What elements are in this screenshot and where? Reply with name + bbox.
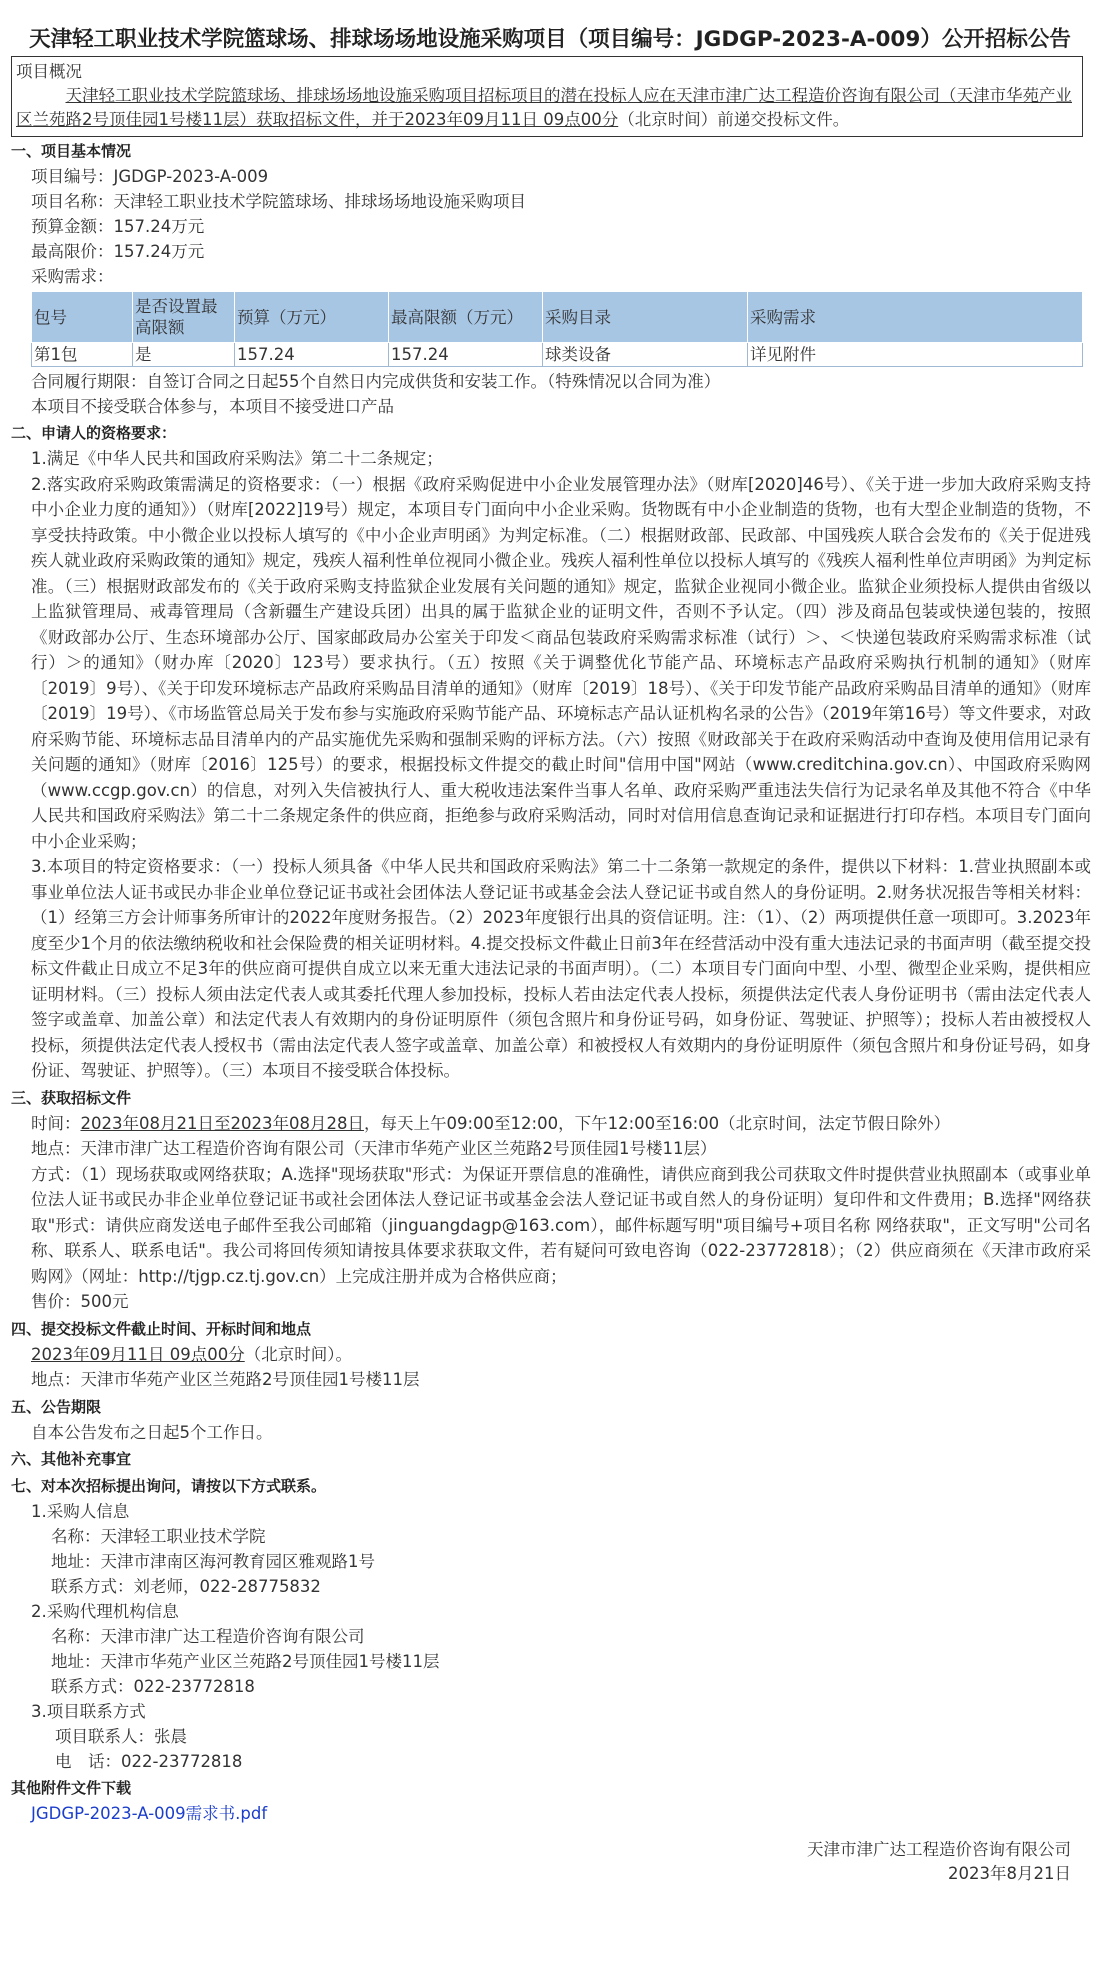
project-name: 项目名称：天津轻工职业技术学院篮球场、排球场场地设施采购项目 (31, 192, 526, 211)
notice-period: 自本公告发布之日起5个工作日。 (31, 1422, 273, 1442)
project-number: 项目编号：JGDGP-2023-A-009 (31, 167, 269, 186)
contract-period: 合同履行期限：自签订合同之日起55个自然日内完成供货和安装工作。（特殊情况以合同为准） (31, 372, 721, 391)
table-header-cell: 预算（万元） (235, 292, 389, 343)
table-cell: 第1包 (32, 343, 133, 367)
obtain-time-to: 至 (213, 1113, 231, 1133)
overview-text-b: （北京时间）前递交投标文件。 (618, 110, 850, 129)
section-6-heading: 六、其他补充事宜 (11, 1450, 132, 1468)
table-header-cell: 包号 (32, 292, 133, 343)
table-cell: 球类设备 (543, 343, 748, 367)
obtain-time-start: 2023年08月21日 (80, 1113, 214, 1133)
obtain-time-end: 2023年08月28日 (230, 1113, 364, 1133)
procurement-table (31, 291, 1083, 367)
table-header-row (32, 292, 1083, 343)
table-cell: 是 (133, 343, 235, 367)
obtain-time (11, 1111, 1091, 1137)
table-header-cell: 是否设置最高限额 (133, 292, 235, 343)
section-3-heading: 三、获取招标文件 (11, 1088, 132, 1107)
agent-info-title: 2.采购代理机构信息 (31, 1602, 179, 1621)
announcement-page (11, 0, 1091, 1886)
budget-amount: 预算金额：157.24万元 (31, 217, 205, 236)
signature-org: 天津市津广达工程造价咨询有限公司 (807, 1840, 1071, 1859)
consortium-note: 本项目不接受联合体参与，本项目不接受进口产品 (31, 397, 394, 416)
project-overview-box (11, 56, 1083, 137)
qualification-3: 3.本项目的特定资格要求：（一）投标人须具备《中华人民共和国政府采购法》第二十二条第一款规定的条件，提供以下材料：1.营业执照副本或事业单位法人证书或民办非企业单位登记证书或社会团体法人登记证书或基金会法人登记证书或自然人的身份证明。2.财务状况报告等相关材料：（1）经第三方会计师事务所审计的2022年度财务报告。（2）2023年度银行出具的资信证明。注：（1）、（2）两项提供任意一项即可。3.2023年度至少1个月的依法缴纳税收和社会保险费的相关证明材料。4.提交投标文件截止日前3年在经营活动中没有重大违法记录的书面声明（截至提交投标文件截止日成立不足3年的供应商可提供自成立以来无重大违法记录的书面声明）。（二）本项目专门面向中型、小型、微型企业采购，提供相应证明材料。（三）投标人须由法定代表人或其委托代理人参加投标，投标人若由法定代表人投标，须提供法定代表人身份证明书（需由法定代表人签字或盖章、加盖公章）和法定代表人有效期内的身份证明原件（须包含照片和身份证号码，如身份证、驾驶证、护照等）；投标人若由被授权人投标，须提供法定代表人授权书（需由法定代表人签字或盖章、加盖公章）和被授权人有效期内的身份证明原件（须包含照片和身份证号码，如身份证、驾驶证、护照等）。（三）本项目不接受联合体投标。 (31, 857, 1091, 1080)
section-5-heading: 五、公告期限 (11, 1397, 102, 1416)
signature-date: 2023年8月21日 (948, 1864, 1071, 1883)
bid-deadline-time: 2023年09月11日 09点00分 (31, 1344, 245, 1364)
attachments-heading: 其他附件文件下载 (11, 1779, 132, 1797)
table-header-cell: 采购需求 (748, 292, 1083, 343)
signature-block (11, 1838, 1091, 1886)
qualification-1: 1.满足《中华人民共和国政府采购法》第二十二条规定； (31, 449, 443, 468)
buyer-name: 名称：天津轻工职业技术学院 (51, 1527, 266, 1546)
buyer-contact: 联系方式：刘老师，022-28775832 (51, 1577, 321, 1596)
obtain-method: 方式：（1）现场获取或网络获取；A.选择"现场获取"形式：为保证开票信息的准确性，请供应商到我公司获取文件时提供营业执照副本（或事业单位法人证书或民办非企业单位登记证书或社会团体法人登记证书或基金会法人登记证书或自然人的身份证明）复印件和文件费用；B.选择"网络获取"形式：请供应商发送电子邮件至我公司邮箱（jinguangdagp@163.com），邮件标题写明"项目编号+项目名称 网络获取"，正文写明"公司名称、联系人、联系电话"。我公司将回传须知请按具体要求获取文件，若有疑问可致电咨询（022-23772818）；（2）供应商须在《天津市政府采购网》（网址：http://tjgp.cz.tj.gov.cn）上完成注册并成为合格供应商； (31, 1164, 1091, 1286)
overview-text (16, 84, 1078, 132)
section-1-heading: 一、项目基本情况 (11, 142, 132, 160)
table-cell: 157.24 (235, 343, 389, 367)
project-contact-phone: 电 话：022-23772818 (55, 1752, 243, 1771)
qualification-2: 2.落实政府采购政策需满足的资格要求：（一）根据《政府采购促进中小企业发展管理办法》（财库[2020]46号）、《关于进一步加大政府采购支持中小企业力度的通知》）（财库[2022]19号）规定，本项目专门面向中小企业采购。货物既有中小企业制造的货物，也有大型企业制造的货物，不享受扶持政策。中小微企业以投标人填写的《中小企业声明函》为判定标准。（二）根据财政部、民政部、中国残疾人联合会发布的《关于促进残疾人就业政府采购政策的通知》规定，残疾人福利性单位视同小微企业。残疾人福利性单位以投标人填写的《残疾人福利性单位声明函》为判定标准。（三）根据财政部发布的《关于政府采购支持监狱企业发展有关问题的通知》规定，监狱企业视同小微企业。监狱企业须投标人提供由省级以上监狱管理局、戒毒管理局（含新疆生产建设兵团）出具的属于监狱企业的证明文件，否则不予认定。（四）涉及商品包装或快递包装的，按照《财政部办公厅、生态环境部办公厅、国家邮政局办公室关于印发＜商品包装政府采购需求标准（试行）＞、＜快递包装政府采购需求标准（试行）＞的通知》（财办库〔2020〕123号）要求执行。（五）按照《关于调整优化节能产品、环境标志产品政府采购执行机制的通知》（财库〔2019〕9号）、《关于印发环境标志产品政府采购品目清单的通知》（财库〔2019〕18号）、《关于印发节能产品政府采购品目清单的通知》（财库〔2019〕19号）、《市场监管总局关于发布参与实施政府采购节能产品、环境标志产品认证机构名录的公告》（2019年第16号）等文件要求，对政府采购节能、环境标志品目清单内的产品实施优先采购和强制采购的评标方法。（六）按照《财政部关于在政府采购活动中查询及使用信用记录有关问题的通知》（财库〔2016〕125号）的要求，根据投标文件提交的截止时间"信用中国"网站（www.creditchina.gov.cn）、中国政府采购网（www.ccgp.gov.cn）的信息，对列入失信被执行人、重大税收违法案件当事人名单、政府采购严重违法失信行为记录名单及其他不符合《中华人民共和国政府采购法》第二十二条规定条件的供应商，拒绝参与政府采购活动，同时对信用信息查询记录和证据进行打印存档。本项目专门面向中小企业采购； (31, 474, 1091, 851)
section-4-heading: 四、提交投标文件截止时间、开标时间和地点 (11, 1319, 312, 1338)
buyer-info-title: 1.采购人信息 (31, 1502, 130, 1521)
obtain-time-rest: ，每天上午09:00至12:00，下午12:00至16:00（北京时间，法定节假日除外） (363, 1113, 951, 1133)
obtain-time-label: 时间： (31, 1113, 81, 1133)
overview-text-a: 天津轻工职业技术学院篮球场、排球场场地设施采购项目招标项目的潜在投标人应在天津市津广达工程造价咨询有限公司（天津市华苑产业区兰苑路2号顶佳园1号楼11层）获取招标文件，并于 (16, 86, 1072, 129)
table-cell: 157.24 (389, 343, 543, 367)
agent-contact: 联系方式：022-23772818 (51, 1677, 255, 1696)
agent-name: 名称：天津市津广达工程造价咨询有限公司 (51, 1627, 365, 1646)
procurement-needs-label: 采购需求： (31, 267, 114, 286)
section-2-heading: 二、申请人的资格要求： (11, 424, 177, 442)
project-contact-person: 项目联系人：张晨 (55, 1727, 187, 1746)
table-header-cell: 采购目录 (543, 292, 748, 343)
bid-place: 地点：天津市华苑产业区兰苑路2号顶佳园1号楼11层 (31, 1370, 420, 1389)
document-price: 售价：500元 (31, 1292, 129, 1311)
obtain-place: 地点：天津市津广达工程造价咨询有限公司（天津市华苑产业区兰苑路2号顶佳园1号楼11层） (31, 1139, 717, 1158)
bid-deadline-rest: （北京时间）。 (244, 1344, 352, 1364)
bid-deadline (11, 1342, 1091, 1368)
agent-address: 地址：天津市华苑产业区兰苑路2号顶佳园1号楼11层 (51, 1652, 440, 1671)
attachment-file-link[interactable]: JGDGP-2023-A-009需求书.pdf (31, 1804, 268, 1823)
table-row (32, 343, 1083, 367)
buyer-address: 地址：天津市津南区海河教育园区雅观路1号 (51, 1552, 375, 1571)
page-title: 天津轻工职业技术学院篮球场、排球场场地设施采购项目（项目编号：JGDGP-2023-A-009）公开招标公告 (29, 27, 1071, 52)
table-header-cell: 最高限额（万元） (389, 292, 543, 343)
overview-heading: 项目概况 (16, 62, 82, 81)
overview-deadline: 2023年09月11日 09点00分 (404, 110, 619, 129)
max-price: 最高限价：157.24万元 (31, 242, 205, 261)
table-cell: 详见附件 (748, 343, 1083, 367)
section-7-heading: 七、对本次招标提出询问，请按以下方式联系。 (11, 1477, 327, 1495)
project-contact-title: 3.项目联系方式 (31, 1702, 146, 1721)
